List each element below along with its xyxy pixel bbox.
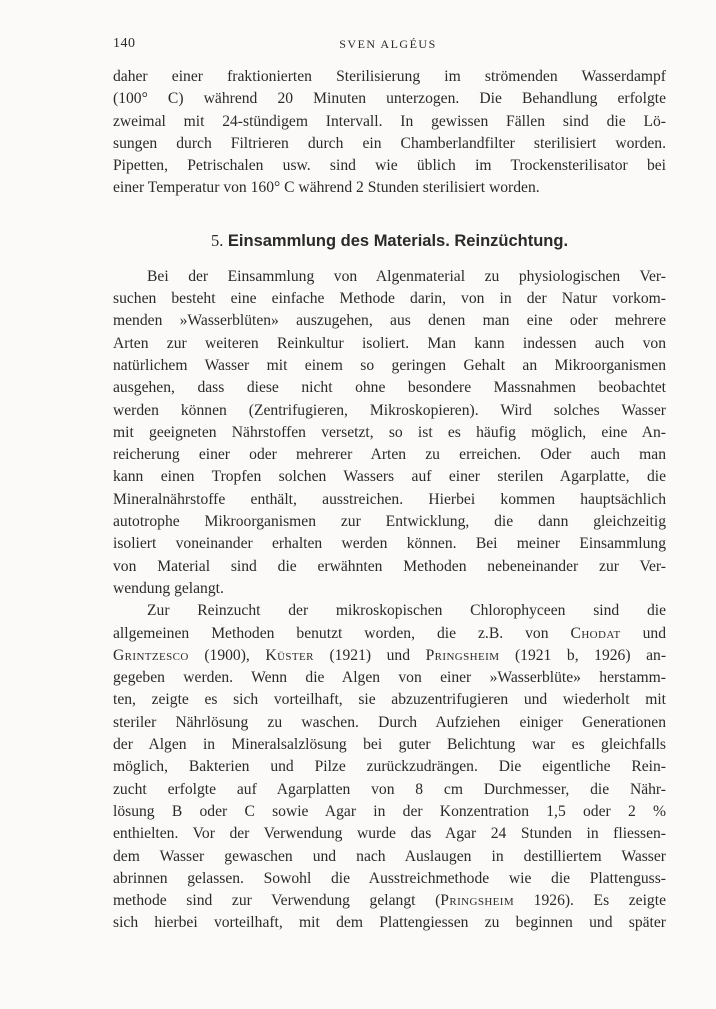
text-line: abrinnen gelassen. Sowohl die Ausstreichmethode wie die Plattenguss- xyxy=(113,869,666,887)
text-line: isoliert voneinander erhalten werden können. Bei meiner Einsammlung xyxy=(113,535,666,553)
text-line: reicherung einer oder mehrerer Arten zu erreichen. Oder auch man xyxy=(113,446,666,464)
text-line: suchen besteht eine einfache Methode darin, von in der Natur vorkom- xyxy=(113,290,666,308)
text-line: Pipetten, Petrischalen usw. sind wie üblich im Trockensterilisator bei xyxy=(113,157,666,175)
text-fragment: 1926). Es zeigte xyxy=(533,892,666,910)
paragraph-2 xyxy=(113,266,666,600)
text-line: einer Temperatur von 160° C während 2 Stunden sterilisiert worden. xyxy=(113,179,540,197)
text-line: gegeben werden. Wenn die Algen von einer »Wasserblüte» herstamm- xyxy=(113,669,666,687)
text-line: Zur Reinzucht der mikroskopischen Chlorophyceen sind die xyxy=(147,602,666,620)
running-title: SVEN ALGÉUS xyxy=(339,37,437,51)
text-line: sungen durch Filtrieren durch ein Chamberlandfilter sterilisiert worden. xyxy=(113,134,666,152)
author-name: Pringsheim xyxy=(425,646,500,664)
text-line: autotrophe Mikroorganismen zur Entwicklung, die dann gleichzeitig xyxy=(113,513,666,531)
text-fragment: und xyxy=(642,624,666,642)
text-line: werden können (Zentrifugieren, Mikroskopieren). Wird solches Wasser xyxy=(113,401,666,419)
body-text xyxy=(113,66,666,935)
text-fragment: (1921) und xyxy=(329,646,411,664)
text-fragment: (1900), xyxy=(204,646,250,664)
text-line: wendung gelangt. xyxy=(113,579,224,597)
text-line: Arten zur weiteren Reinkultur isoliert. Man kann indessen auch von xyxy=(113,334,666,352)
text-line: kann einen Tropfen solchen Wassers auf einer sterilen Agarplatte, die xyxy=(113,468,666,486)
text-line: dem Wasser gewaschen und nach Auslaugen in destilliertem Wasser xyxy=(113,847,666,865)
author-name: Küster xyxy=(265,646,314,664)
section-heading xyxy=(113,220,666,262)
text-line: zweimal mit 24-stündigem Intervall. In gewissen Fällen sind die Lö- xyxy=(113,112,666,130)
paragraph-3 xyxy=(113,600,666,934)
text-line: menden »Wasserblüten» auszugehen, aus denen man eine oder mehrere xyxy=(113,312,666,330)
author-name: Pringsheim xyxy=(440,892,515,910)
text-line xyxy=(113,645,666,667)
text-line: steriler Nährlösung zu waschen. Durch Aufziehen einiger Generationen xyxy=(113,713,666,731)
text-line: (100° C) während 20 Minuten unterzogen. Die Behandlung erfolgte xyxy=(113,90,666,108)
text-line: Bei der Einsammlung von Algenmaterial zu physiologischen Ver- xyxy=(147,267,666,285)
text-line xyxy=(113,890,666,912)
text-line: zucht erfolgte auf Agarplatten von 8 cm Durchmesser, die Nähr- xyxy=(113,780,666,798)
text-line: ten, zeigte es sich vorteilhaft, sie abzuzentrifugieren und wiederholt mit xyxy=(113,691,666,709)
text-line: mit geeigneten Nährstoffen versetzt, so ist es häufig möglich, eine An- xyxy=(113,423,666,441)
text-line xyxy=(113,623,666,645)
text-line: ausgehen, dass diese nicht ohne besondere Massnahmen beobachtet xyxy=(113,379,666,397)
text-line: natürlichem Wasser mit einem so geringen Gehalt an Mikroorganismen xyxy=(113,356,666,374)
paragraph-1 xyxy=(113,66,666,200)
text-line: von Material sind die erwähnten Methoden nebeneinander zur Ver- xyxy=(113,557,666,575)
section-title: Einsammlung des Materials. Reinzüchtung. xyxy=(227,231,569,250)
text-line: daher einer fraktionierten Sterilisierung im strömenden Wasserdampf xyxy=(113,68,666,85)
text-line: der Algen in Mineralsalzlösung bei guter Belichtung war es gleichfalls xyxy=(113,736,666,754)
page-header xyxy=(113,36,663,56)
author-name: Grintzesco xyxy=(113,646,189,664)
text-fragment: methode sind zur Verwendung gelangt ( xyxy=(113,892,441,910)
text-line: lösung B oder C sowie Agar in der Konzentration 1,5 oder 2 % xyxy=(113,802,666,820)
text-line: enthielten. Vor der Verwendung wurde das Agar 24 Stunden in fliessen- xyxy=(113,825,666,843)
text-line: möglich, Bakterien und Pilze zurückzudrängen. Die eigentliche Rein- xyxy=(113,758,666,776)
section-number: 5. xyxy=(210,230,224,250)
page-number: 140 xyxy=(113,36,136,51)
text-fragment: (1921 b, 1926) an- xyxy=(514,646,667,664)
author-name: Chodat xyxy=(570,624,621,642)
text-line: Mineralnährstoffe enthält, ausstreichen. Hierbei kommen hauptsächlich xyxy=(113,490,666,508)
text-line: sich hierbei vorteilhaft, mit dem Plattengiessen zu beginnen und später xyxy=(113,914,666,932)
text-fragment: allgemeinen Methoden benutzt worden, die z.B. von xyxy=(113,624,549,642)
